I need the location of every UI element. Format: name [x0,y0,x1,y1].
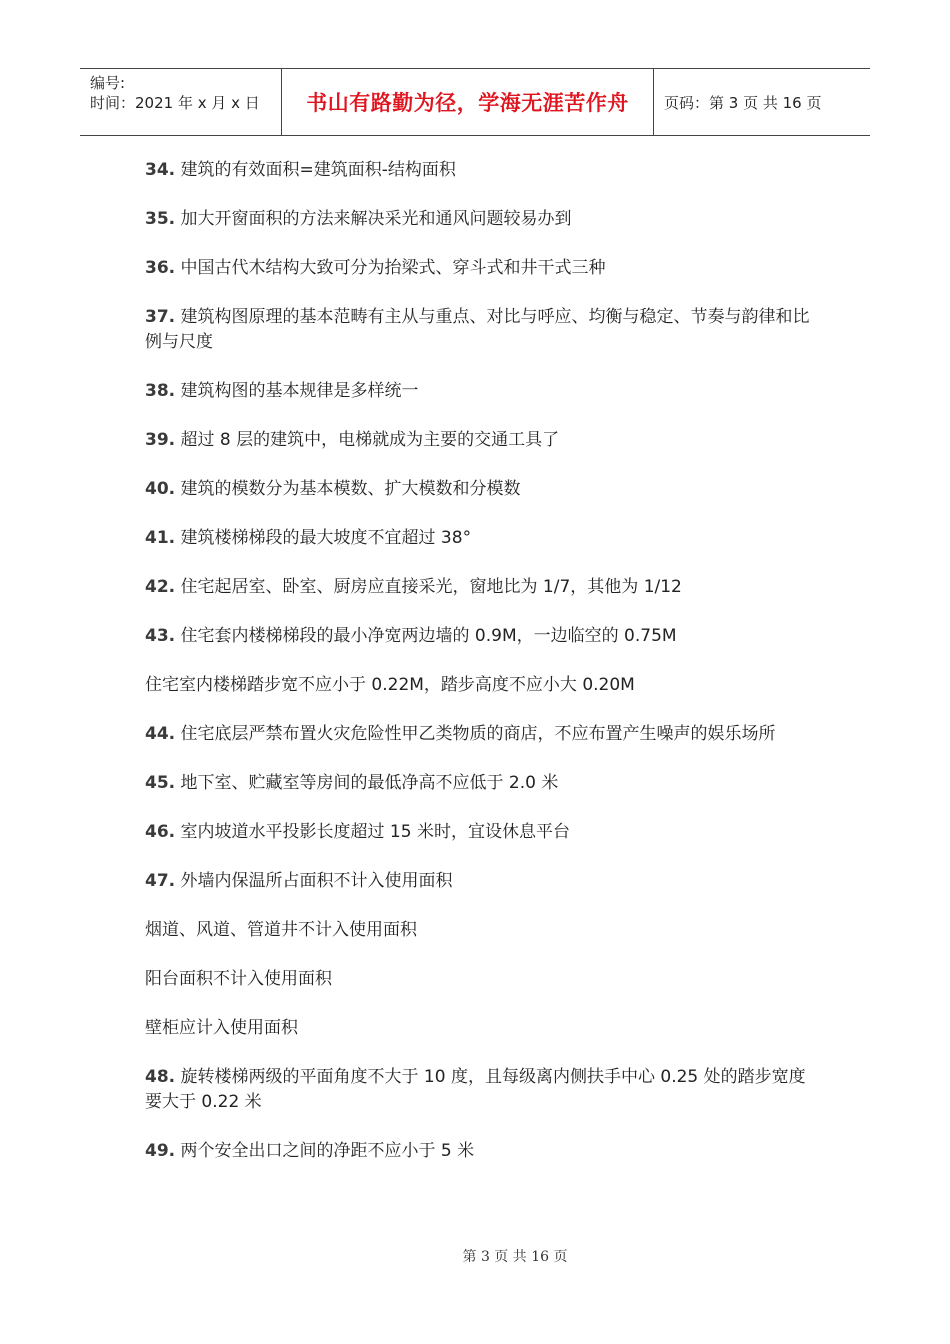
item-number: 47. [145,871,176,891]
item-number: 37. [145,307,176,327]
item-text: 住宅套内楼梯梯段的最小净宽两边墙的 0.9M，一边临空的 0.75M [180,626,677,646]
list-item [145,722,810,747]
list-item [145,256,810,281]
item-number: 38. [145,381,176,401]
item-number: 45. [145,773,176,793]
header-motto: 书山有路勤为径，学海无涯苦作舟 [306,91,629,115]
item-number: 39. [145,430,176,450]
item-text: 地下室、贮藏室等房间的最低净高不应低于 2.0 米 [180,773,559,793]
list-item [145,207,810,232]
item-number: 48. [145,1067,176,1087]
list-item [145,428,810,453]
list-item [145,575,810,600]
item-text: 住宅底层严禁布置火灾危险性甲乙类物质的商店，不应布置产生噪声的娱乐场所 [180,724,776,744]
list-item [145,869,810,894]
list-item [145,624,810,649]
header-motto-cell [282,69,654,135]
list-item [145,1016,810,1041]
document-date: 时间：2021 年 x 月 x 日 [90,94,260,112]
item-text: 外墙内保温所占面积不计入使用面积 [180,871,453,891]
item-text: 中国古代木结构大致可分为抬梁式、穿斗式和井干式三种 [180,258,606,278]
item-text: 建筑构图的基本规律是多样统一 [180,381,419,401]
item-number: 44. [145,724,176,744]
item-text: 超过 8 层的建筑中，电梯就成为主要的交通工具了 [180,430,560,450]
list-item [145,967,810,992]
list-item [145,158,810,183]
item-number: 46. [145,822,176,842]
page-header [80,68,870,136]
item-number: 34. [145,160,176,180]
item-text: 阳台面积不计入使用面积 [145,969,332,989]
item-text: 室内坡道水平投影长度超过 15 米时，宜设休息平台 [180,822,570,842]
document-number-label: 编号: [90,74,126,92]
item-number: 43. [145,626,176,646]
item-number: 49. [145,1141,176,1161]
item-text: 住宅起居室、卧室、厨房应直接采光，窗地比为 1/7，其他为 1/12 [180,577,682,597]
list-item [145,918,810,943]
list-item [145,771,810,796]
footer-page-number: 第 3 页 共 16 页 [462,1249,568,1265]
item-text: 加大开窗面积的方法来解决采光和通风问题较易办到 [180,209,572,229]
list-item [145,820,810,845]
item-text: 住宅室内楼梯踏步宽不应小于 0.22M，踏步高度不应小大 0.20M [145,675,635,695]
item-text: 建筑的模数分为基本模数、扩大模数和分模数 [180,479,521,499]
item-number: 35. [145,209,176,229]
document-body [145,158,810,1188]
header-page-info: 页码：第 3 页 共 16 页 [664,93,822,112]
item-text: 烟道、风道、管道井不计入使用面积 [145,920,417,940]
list-item [145,477,810,502]
item-number: 40. [145,479,176,499]
list-item [145,526,810,551]
item-text: 两个安全出口之间的净距不应小于 5 米 [180,1141,475,1161]
header-page-cell [654,69,870,135]
list-item [145,673,810,698]
item-text: 建筑楼梯梯段的最大坡度不宜超过 38° [180,528,472,548]
item-text: 旋转楼梯两级的平面角度不大于 10 度，且每级离内侧扶手中心 0.25 处的踏步宽度要大于 0.22 米 [145,1067,806,1112]
item-text: 建筑的有效面积=建筑面积-结构面积 [180,160,456,180]
list-item [145,1065,810,1115]
item-number: 36. [145,258,176,278]
item-text: 壁柜应计入使用面积 [145,1018,298,1038]
item-number: 42. [145,577,176,597]
item-number: 41. [145,528,176,548]
list-item [145,305,810,355]
item-text: 建筑构图原理的基本范畴有主从与重点、对比与呼应、均衡与稳定、节奏与韵律和比例与尺度 [145,307,810,352]
header-meta [80,69,282,135]
list-item [145,1139,810,1164]
list-item [145,379,810,404]
page-footer [0,1246,950,1266]
